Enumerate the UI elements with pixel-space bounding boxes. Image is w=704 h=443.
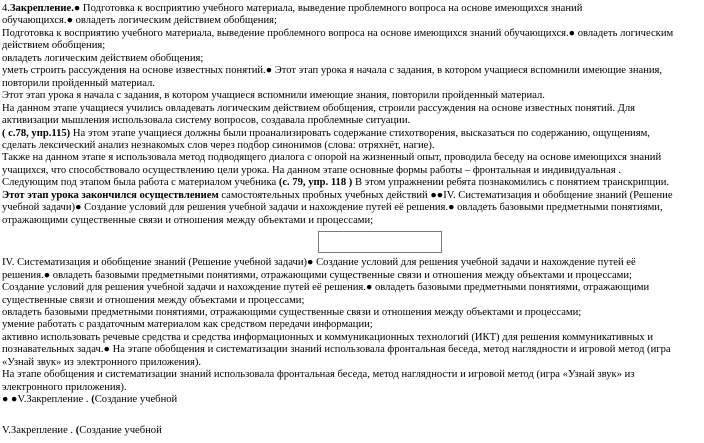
text-line: На данном этапе учащиеся учились овладевать логическим действием обобщения, строили рассуждения на основе известных понятий. Для — [2, 102, 636, 114]
paragraph-11 — [2, 257, 700, 282]
text-run: V.Закрепление . — [17, 394, 92, 406]
paragraph-12 — [2, 282, 700, 307]
paragraph-15 — [2, 332, 700, 369]
text-line: повторили пройденный материал. — [2, 77, 155, 89]
bullet-icon: ● — [73, 3, 81, 14]
paragraph-6 — [2, 103, 700, 128]
text-run: овладеть базовыми предметными понятиями, — [454, 202, 663, 214]
text-line: На этапе обобщения и систематизации знаний использовала фронтальная беседа, метод наглядности и игровой метод (игра «Узнай звук» из — [2, 369, 635, 381]
paragraph-3: овладеть логическим действием обобщения; — [2, 52, 204, 64]
text-run: овладеть логическим — [575, 27, 674, 39]
paragraph-10 — [2, 190, 700, 227]
text-run: V.Закрепление . — [2, 424, 76, 436]
text-run: овладеть логическим действием обобщения; — [72, 15, 277, 27]
spacer — [2, 407, 700, 425]
text-line: действием обобщения; — [2, 40, 106, 52]
text-run: Подготовка к восприятию учебного материала, выведение проблемного вопроса на основе имеющихся знаний — [80, 3, 583, 14]
text-run: На этапе обобщения и систематизации знаний использовала фронтальная беседа, метод наглядности и игровой метод (игра — [109, 344, 671, 356]
bullet-icon: ● — [66, 15, 73, 27]
bullet-icon: ● ● — [2, 394, 18, 406]
text-run: овладеть базовыми предметными понятиями, отражающими существенные связи и отношения между объектами и процессами; — [50, 269, 632, 281]
text-run: В этом упражнении ребята познакомились с понятием транскрипции. — [352, 177, 670, 189]
text-run: IV. Систематизация и обобщение знаний (Решение — [443, 189, 673, 201]
bullet-icon: ● — [265, 65, 273, 77]
text-run: ( — [91, 394, 95, 406]
text-line: сделать лексический анализ незнакомых слов через подбор синонимов (слова: отряхнёт, нагие). — [2, 139, 435, 151]
text-run: Создание учебной — [94, 394, 178, 406]
text-run: учебной задачи) — [2, 202, 76, 214]
bullet-icon: ●● — [430, 189, 444, 201]
bullet-icon: ● — [568, 27, 576, 39]
paragraph-17 — [2, 394, 700, 406]
text-line: отражающими существенные связи и отношения между объектами и процессами; — [2, 214, 374, 226]
bullet-icon: ● — [43, 269, 51, 281]
paragraph-14: умение работать с раздаточным материалом как средством передачи информации; — [2, 319, 373, 331]
bullet-icon: ● — [365, 282, 373, 294]
bullet-icon: ● — [103, 344, 110, 356]
text-line: учащихся, что способствовало осуществлению цели урока. На данном этапе основные формы работы – фронтальная и индивидуальная . — [2, 164, 621, 176]
text-run: уметь строить рассуждения на основе известных понятий. — [2, 65, 266, 77]
text-run: IV. Систематизация и обобщение знаний (Решение учебной задачи) — [2, 257, 308, 269]
embedded-object-placeholder — [318, 231, 442, 253]
text-run: Создание учебной — [79, 424, 162, 436]
text-run: овладеть базовыми предметными понятиями, отражающими — [372, 282, 650, 294]
text-run: самостоятельных пробных учебных действий — [218, 189, 431, 201]
text-run: обучающихся. — [2, 15, 67, 27]
text-line: Также на данном этапе я использовала метод подводящего диалога с опорой на жизненный опыт, проводила беседу на основе имеющихся знаний — [2, 152, 662, 164]
paragraph-2 — [2, 28, 700, 53]
text-run: Этот этап урока я начала с задания, в котором учащиеся вспомнили имеющие знания, — [272, 65, 663, 77]
text-run: На этом этапе учащиеся должны были проанализировать содержание стихотворения, высказаться по содержанию, ощущениям, — [70, 127, 650, 139]
paragraph-7 — [2, 128, 700, 153]
text-run: Подготовка к восприятию учебного материала, выведение проблемного вопроса на основе имеющихся знаний обучающихся. — [2, 27, 569, 39]
text-run: решения. — [2, 269, 44, 281]
text-line: активизации мышления использовала систему вопросов, создавала проблемные ситуации. — [2, 115, 411, 127]
paragraph-18 — [2, 425, 700, 437]
paragraph-13: овладеть базовыми предметными понятиями, отражающими существенные связи и отношения между объектами и процессами; — [2, 306, 582, 318]
document-body — [2, 3, 700, 437]
textbook-reference: ( с.78, упр.115) — [2, 127, 71, 139]
text-run: познавательных задач. — [2, 344, 104, 356]
text-line: электронного приложения). — [2, 381, 127, 393]
heading-zakreplenie: Закрепление. — [9, 3, 74, 14]
bold-heading: Этот этап урока закончился осуществлением — [2, 189, 219, 201]
text-run: Создание условий для решения учебной задачи и нахождение путей её — [313, 257, 636, 269]
text-run: Следующим под этапом была работа с материалом учебника — [2, 177, 279, 189]
textbook-reference: (с. 79, упр. 118 ) — [278, 177, 353, 189]
paragraph-16 — [2, 369, 700, 394]
paragraph-9 — [2, 177, 700, 189]
text-run: ( — [75, 424, 80, 436]
text-line: «Узнай звук» из электронного приложения). — [2, 356, 202, 368]
paragraph-1 — [2, 3, 700, 28]
text-line: существенные связи и отношения между объектами и процессами; — [2, 294, 305, 306]
text-line: активно использовать речевые средства и средства информационных и коммуникационных технологий (ИКТ) для решения коммуникативных и — [2, 331, 654, 343]
paragraph-8 — [2, 152, 700, 177]
text-run: Создание условий для решения учебной задачи и нахождение путей её решения. — [81, 202, 449, 214]
paragraph-4 — [2, 65, 700, 90]
paragraph-5: Этот этап урока я начала с задания, в котором учащиеся вспомнили имеющие знания, повторили пройденный материал. — [2, 90, 545, 102]
bullet-icon: ● — [448, 202, 455, 214]
bullet-icon: ● — [307, 257, 314, 269]
list-number: 4. — [2, 3, 10, 14]
bullet-icon: ● — [75, 202, 82, 214]
text-run: Создание условий для решения учебной задачи и нахождение путей её решения. — [2, 282, 366, 294]
